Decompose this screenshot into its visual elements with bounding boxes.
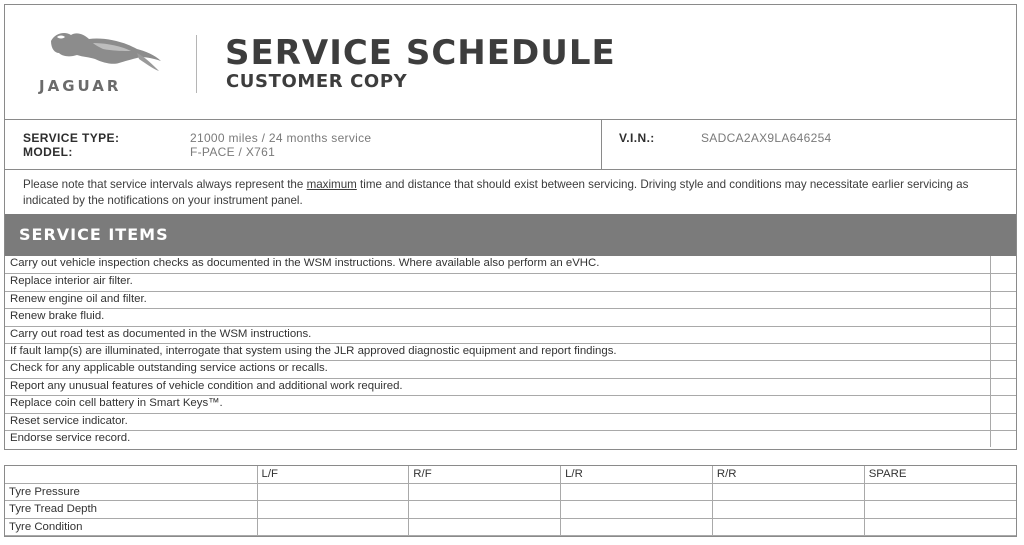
tyre-row <box>5 483 1016 501</box>
leaping-jaguar-icon <box>33 27 173 77</box>
service-item-checkbox[interactable] <box>990 361 1016 377</box>
note-emphasis: maximum <box>306 178 357 191</box>
service-item-checkbox[interactable] <box>990 292 1016 308</box>
service-item-text: Reset service indicator. <box>10 414 128 427</box>
service-item-text: Check for any applicable outstanding service actions or recalls. <box>10 362 328 375</box>
vehicle-info-block <box>5 120 1016 170</box>
tyre-row-label: Tyre Condition <box>5 518 257 536</box>
service-item-checkbox[interactable] <box>990 274 1016 290</box>
tyre-value-cell[interactable] <box>561 518 713 536</box>
vin-label: V.I.N.: <box>619 131 655 145</box>
service-item-row <box>5 256 1016 273</box>
service-item-text: Renew engine oil and filter. <box>10 292 147 305</box>
service-item-checkbox[interactable] <box>990 414 1016 430</box>
tyre-value-cell[interactable] <box>409 483 561 501</box>
service-items-list <box>5 256 1016 447</box>
service-type-label: SERVICE TYPE: <box>23 131 120 145</box>
service-item-text: If fault lamp(s) are illuminated, interrogate that system using the JLR approved diagnostic equipment and report findings. <box>10 344 617 357</box>
service-item-text: Replace coin cell battery in Smart Keys™. <box>10 397 223 410</box>
tyre-column-header: L/R <box>561 466 713 483</box>
tyre-value-cell[interactable] <box>257 483 409 501</box>
service-item-checkbox[interactable] <box>990 309 1016 325</box>
info-divider <box>601 120 602 169</box>
service-item-row <box>5 360 1016 377</box>
service-item-text: Carry out road test as documented in the WSM instructions. <box>10 327 312 340</box>
vin-value: SADCA2AX9LA646254 <box>701 131 832 145</box>
jaguar-logo <box>33 27 173 107</box>
tyre-header-blank <box>5 466 257 483</box>
tyre-row <box>5 501 1016 519</box>
page-title: SERVICE SCHEDULE <box>225 33 616 73</box>
tyre-value-cell[interactable] <box>409 501 561 519</box>
service-item-checkbox[interactable] <box>990 431 1016 447</box>
note-text-start: Please note that service intervals always represent the <box>23 178 307 191</box>
note-text-end: time and distance that should exist between servicing. Driving style and conditions may necessitate earlier servicing as indicated by the notifications on your instrument panel. <box>23 178 969 207</box>
tyre-value-cell[interactable] <box>864 518 1016 536</box>
service-item-text: Endorse service record. <box>10 431 131 444</box>
tyre-column-header: R/R <box>712 466 864 483</box>
tyre-row-label: Tyre Tread Depth <box>5 501 257 519</box>
tyre-row <box>5 518 1016 536</box>
page-subtitle: CUSTOMER COPY <box>226 71 408 92</box>
tyre-value-cell[interactable] <box>864 483 1016 501</box>
tyre-table <box>4 465 1017 537</box>
model-value: F-PACE / X761 <box>190 145 276 159</box>
tyre-value-cell[interactable] <box>712 501 864 519</box>
tyre-table-header <box>5 466 1016 483</box>
tyre-value-cell[interactable] <box>257 518 409 536</box>
service-item-text: Report any unusual features of vehicle condition and additional work required. <box>10 379 403 392</box>
service-item-text: Replace interior air filter. <box>10 275 133 288</box>
tyre-value-cell[interactable] <box>561 501 713 519</box>
service-item-checkbox[interactable] <box>990 396 1016 412</box>
tyre-value-cell[interactable] <box>712 483 864 501</box>
tyre-column-header: SPARE <box>864 466 1016 483</box>
service-item-text: Carry out vehicle inspection checks as documented in the WSM instructions. Where available also perform an eVHC. <box>10 257 600 269</box>
service-item-row <box>5 273 1016 290</box>
section-header-bar <box>5 214 1016 256</box>
tyre-value-cell[interactable] <box>409 518 561 536</box>
service-item-row <box>5 326 1016 343</box>
tyre-value-cell[interactable] <box>712 518 864 536</box>
tyre-value-cell[interactable] <box>864 501 1016 519</box>
service-item-text: Renew brake fluid. <box>10 310 105 323</box>
header-divider <box>196 35 197 93</box>
service-type-value: 21000 miles / 24 months service <box>190 131 372 145</box>
service-item-checkbox[interactable] <box>990 344 1016 360</box>
model-label: MODEL: <box>23 145 73 159</box>
service-item-row <box>5 343 1016 360</box>
document-header <box>5 5 1016 120</box>
service-item-checkbox[interactable] <box>990 327 1016 343</box>
service-item-checkbox[interactable] <box>990 379 1016 395</box>
service-item-row <box>5 430 1016 447</box>
tyre-value-cell[interactable] <box>561 483 713 501</box>
service-item-row <box>5 308 1016 325</box>
service-item-row <box>5 378 1016 395</box>
service-schedule-document <box>4 4 1017 450</box>
service-item-row <box>5 413 1016 430</box>
tyre-column-header: R/F <box>409 466 561 483</box>
tyre-value-cell[interactable] <box>257 501 409 519</box>
brand-wordmark: JAGUAR <box>39 77 122 95</box>
section-title: SERVICE ITEMS <box>19 225 169 244</box>
tyre-row-label: Tyre Pressure <box>5 483 257 501</box>
service-item-row <box>5 291 1016 308</box>
service-interval-note <box>23 177 1008 209</box>
tyre-column-header: L/F <box>257 466 409 483</box>
service-item-checkbox[interactable] <box>990 256 1016 273</box>
service-item-row <box>5 395 1016 412</box>
